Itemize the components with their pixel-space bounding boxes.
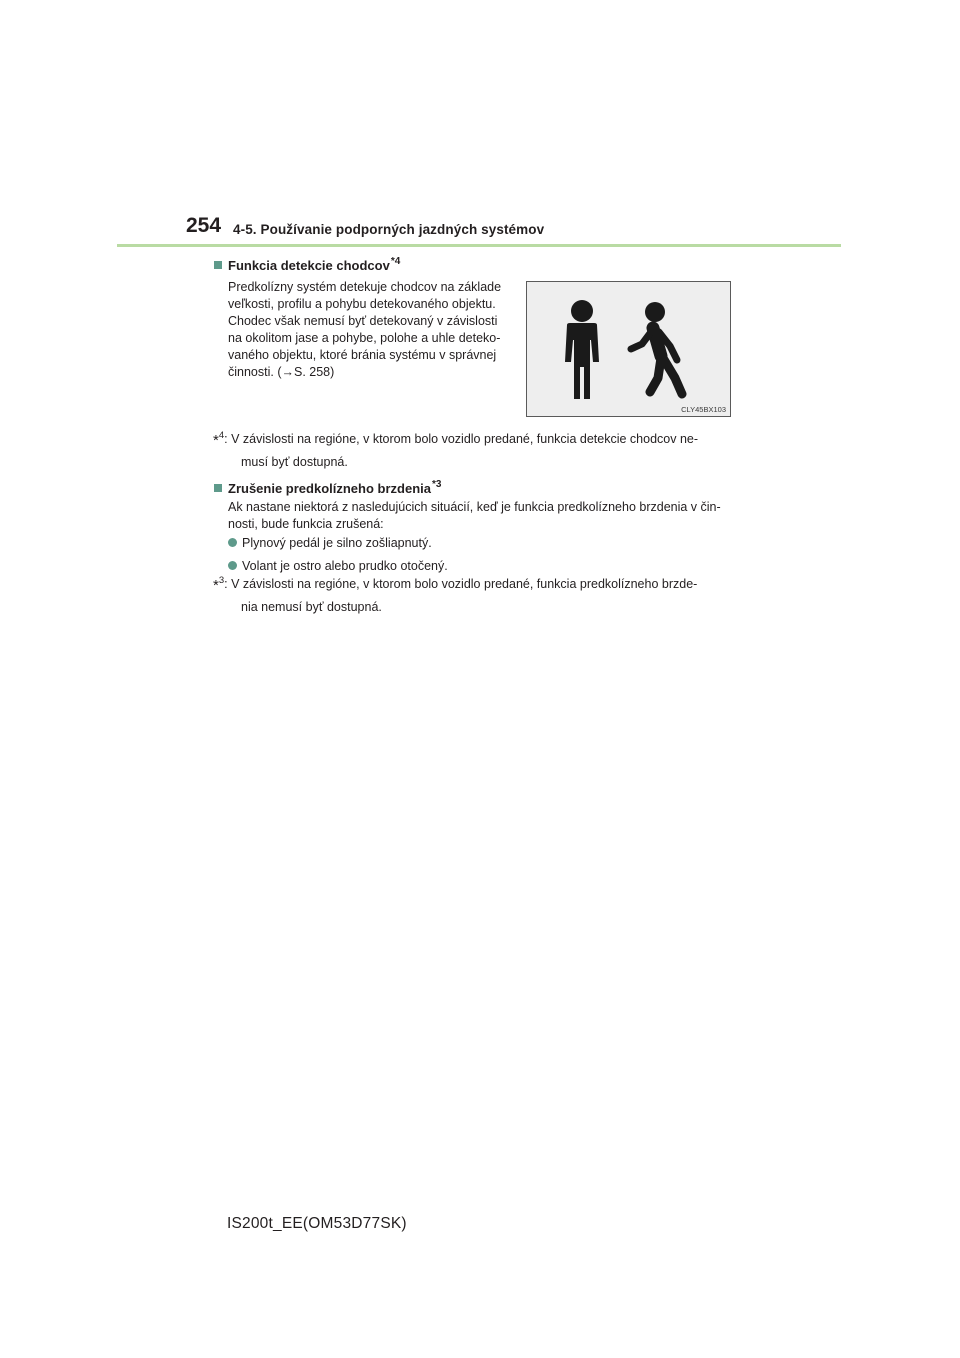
cancel-bullet [228, 536, 432, 550]
cancel-heading-text: Zrušenie predkolízneho brzdenia [228, 481, 431, 496]
footnote-3 [213, 575, 697, 594]
pedestrian-body-line: na okolitom jase a pohybe, polohe a uhle deteko- [228, 331, 501, 345]
pedestrian-heading-ref: *4 [390, 256, 401, 267]
cancel-heading-ref: *3 [431, 479, 442, 490]
pedestrian-body-line: veľkosti, profilu a pohybu detekovaného objektu. [228, 297, 496, 311]
page-number: 254 [186, 214, 222, 237]
cancel-bullet [228, 559, 448, 573]
square-bullet-icon [214, 261, 222, 269]
footnote-4-number: 4 [218, 430, 225, 441]
footnote-4-line2: musí byť dostupná. [241, 455, 348, 469]
standing-person-icon [565, 300, 599, 399]
pedestrian-body-line: Predkolízny systém detekuje chodcov na základe [228, 280, 502, 294]
cancel-bullet-text: Plynový pedál je silno zošliapnutý. [242, 536, 432, 550]
footnote-3-line1: : V závislosti na regióne, v ktorom bolo vozidlo predané, funkcia predkolízneho brzde- [224, 577, 698, 591]
footnote-4-star: * [213, 432, 219, 449]
footnote-4-line1: : V závislosti na regióne, v ktorom bolo vozidlo predané, funkcia detekcie chodcov ne- [224, 432, 699, 446]
pedestrian-body-line: vaného objektu, ktoré bránia systému v správnej [228, 348, 497, 362]
pedestrian-body [228, 279, 515, 381]
footnote-4 [213, 430, 698, 449]
footnote-3-star: * [213, 577, 219, 594]
pedestrian-heading [214, 256, 400, 273]
pedestrian-figure [526, 281, 731, 417]
cancel-bullet-text: Volant je ostro alebo prudko otočený. [242, 559, 448, 573]
square-bullet-icon [214, 484, 222, 492]
pedestrian-body-line: Chodec však nemusí byť detekovaný v závislosti [228, 314, 498, 328]
pedestrian-body-line-last: činnosti. (→S. 258) [228, 365, 335, 379]
footnote-3-line2: nia nemusí byť dostupná. [241, 600, 382, 614]
figure-code: CLY45BX103 [681, 405, 726, 414]
pedestrian-heading-text: Funkcia detekcie chodcov [228, 258, 390, 273]
header-rule [117, 244, 841, 247]
cancel-heading [214, 479, 441, 496]
walking-person-icon [631, 302, 682, 394]
cancel-intro-line1: Ak nastane niektorá z nasledujúcich situácií, keď je funkcia predkolízneho brzdenia v čin- [228, 500, 721, 514]
round-bullet-icon [228, 538, 237, 547]
footnote-3-number: 3 [218, 575, 225, 586]
cancel-intro-line2: nosti, bude funkcia zrušená: [228, 517, 384, 531]
round-bullet-icon [228, 561, 237, 570]
pedestrian-figure-graphic [527, 282, 730, 416]
document-id: IS200t_EE(OM53D77SK) [227, 1215, 407, 1232]
section-title: 4-5. Používanie podporných jazdných systémov [233, 222, 545, 237]
